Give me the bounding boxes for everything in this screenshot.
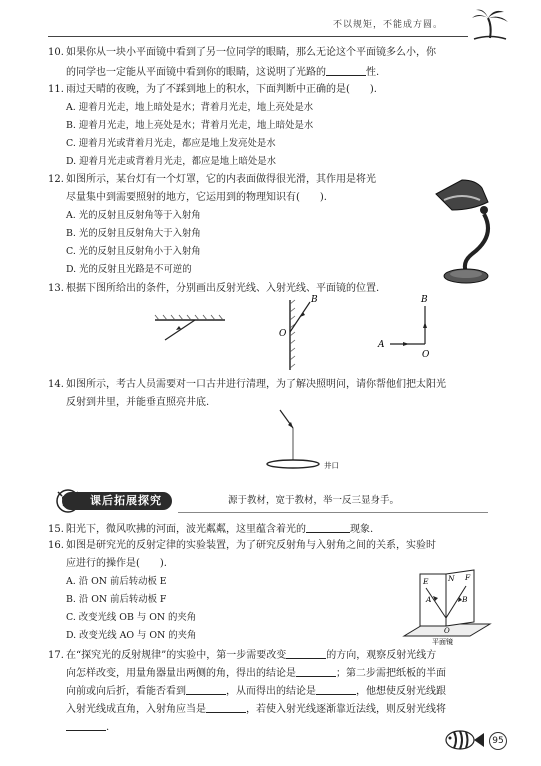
q17-line1: 17. 在“探究光的反射规律”的实验中，第一步需要改变 的方向，观察反射光线方 [48, 650, 437, 661]
fig16-label-e: E [423, 577, 429, 586]
fig16-label-n: N [448, 574, 455, 583]
q13-fig3-label-a: A [378, 340, 385, 350]
q17-line3: 向前或向后折，看能否看到 ，从而得出的结论是 ，他想使反射光线跟 [66, 686, 446, 697]
q10-line1: 10. 如果你从一块小平面镜中看到了另一位同学的眼睛，那么无论这个平面镜多么小，你 [48, 47, 436, 58]
q13-fig3-label-o: O [422, 350, 430, 360]
q12-option-d[interactable]: D. 光的反射且光路是不可逆的 [66, 264, 192, 275]
q11-option-d[interactable]: D. 迎着月光走或背着月光走，都应是地上暗处是水 [66, 156, 277, 167]
q17-line4: 入射光线成直角，入射角应当是 ，若使入射光线逐渐靠近法线，则反射光线将 [66, 704, 446, 715]
desk-lamp-figure [432, 176, 496, 288]
q11-option-b[interactable]: B. 迎着月光走，地上亮处是水；背着月光走，地上暗处是水 [66, 120, 314, 131]
banner-title: 课后拓展探究 [62, 492, 172, 510]
q16-line1: 16. 如图是研究光的反射定律的实验装置，为了研究反射角与入射角之间的关系，实验时 [48, 540, 436, 551]
q13-figure-1 [155, 315, 225, 340]
q16-line2: 应进行的操作是( ). [66, 558, 167, 569]
q15-blank[interactable] [306, 523, 350, 533]
fig16-label-mirror: 平面镜 [432, 638, 453, 646]
q13-stem: 13. 根据下图所给出的条件，分别画出反射光线、入射光线、平面镜的位置. [48, 283, 380, 294]
q13-figure-2 [279, 295, 318, 370]
q17-line2: 向怎样改变，用量角器量出两侧的角，得出的结论是 ；第二步需把纸板的半面 [66, 668, 446, 679]
q11-option-a[interactable]: A. 迎着月光走，地上暗处是水；背着月光走，地上亮处是水 [66, 102, 314, 113]
banner-slogan: 源于教材，宽于教材，举一反三显身手。 [228, 495, 400, 506]
q12-option-b[interactable]: B. 光的反射且反射角大于入射角 [66, 228, 201, 239]
q13-figures [145, 292, 445, 372]
q11-stem: 11. 雨过天晴的夜晚，为了不踩到地上的积水，下面判断中正确的是( ). [48, 84, 377, 95]
header-motto: 不以规矩，不能成方圆。 [332, 20, 443, 30]
q17-blank-5[interactable] [206, 703, 246, 713]
q12-option-a[interactable]: A. 光的反射且反射角等于入射角 [66, 210, 201, 221]
palm-tree-icon [470, 8, 510, 40]
fish-icon [438, 728, 488, 752]
q13-fig2-label-o: O [279, 329, 287, 339]
q13-fig2-label-b: B [311, 295, 318, 305]
q17-line5: . [48, 721, 506, 733]
q12-line2: 尽量集中到需要照射的地方，它运用到的物理知识有( ). [66, 192, 327, 203]
q10-blank[interactable] [326, 66, 366, 76]
fig16-label-a: A [426, 595, 432, 604]
q16-option-b[interactable]: B. 沿 ON 前后转动板 F [66, 594, 167, 605]
fig16-label-b: B [462, 595, 468, 604]
header-rule [48, 36, 468, 37]
q14-line1: 14. 如图所示，考古人员需要对一口古井进行清理，为了解决照明问，请你帮他们把太阳光 [48, 379, 446, 390]
q12-line1: 12. 如图所示，某台灯有一个灯罩，它的内表面做得很光滑，其作用是将光 [48, 174, 376, 185]
q17-blank-1[interactable] [286, 649, 326, 659]
fig16-label-o: O [444, 627, 450, 635]
q10-line2: 的同学也一定能从平面镜中看到你的眼睛，这说明了光路的 性. [66, 67, 380, 78]
q17-blank-2[interactable] [296, 667, 336, 677]
q12-option-c[interactable]: C. 光的反射且反射角小于入射角 [66, 246, 201, 257]
q17-blank-4[interactable] [316, 685, 356, 695]
banner-rule [178, 512, 488, 513]
fig16-label-f: F [465, 573, 471, 582]
q13-fig3-label-b: B [421, 295, 428, 305]
q16-option-a[interactable]: A. 沿 ON 前后转动板 E [66, 576, 167, 587]
section-banner [48, 484, 488, 518]
q16-option-c[interactable]: C. 改变光线 OB 与 ON 的夹角 [66, 612, 197, 623]
q15-line: 15. 阳光下，微风吹拂的河面，波光粼粼，这里蕴含着光的 现象. [48, 524, 374, 535]
q17-blank-3[interactable] [186, 685, 226, 695]
page-number: 95 [489, 732, 507, 750]
reflection-apparatus-figure [402, 566, 492, 646]
q17-blank-6[interactable] [66, 721, 106, 731]
q13-figure-3 [377, 295, 430, 360]
q16-option-d[interactable]: D. 改变光线 AO 与 ON 的夹角 [66, 630, 197, 641]
q11-option-c[interactable]: C. 迎着月光或背着月光走，都应是地上发亮处是水 [66, 138, 276, 149]
q14-line2: 反射到井里，并能垂直照亮井底. [66, 397, 210, 408]
well-label: 井口 [324, 461, 339, 470]
well-figure [250, 408, 360, 478]
